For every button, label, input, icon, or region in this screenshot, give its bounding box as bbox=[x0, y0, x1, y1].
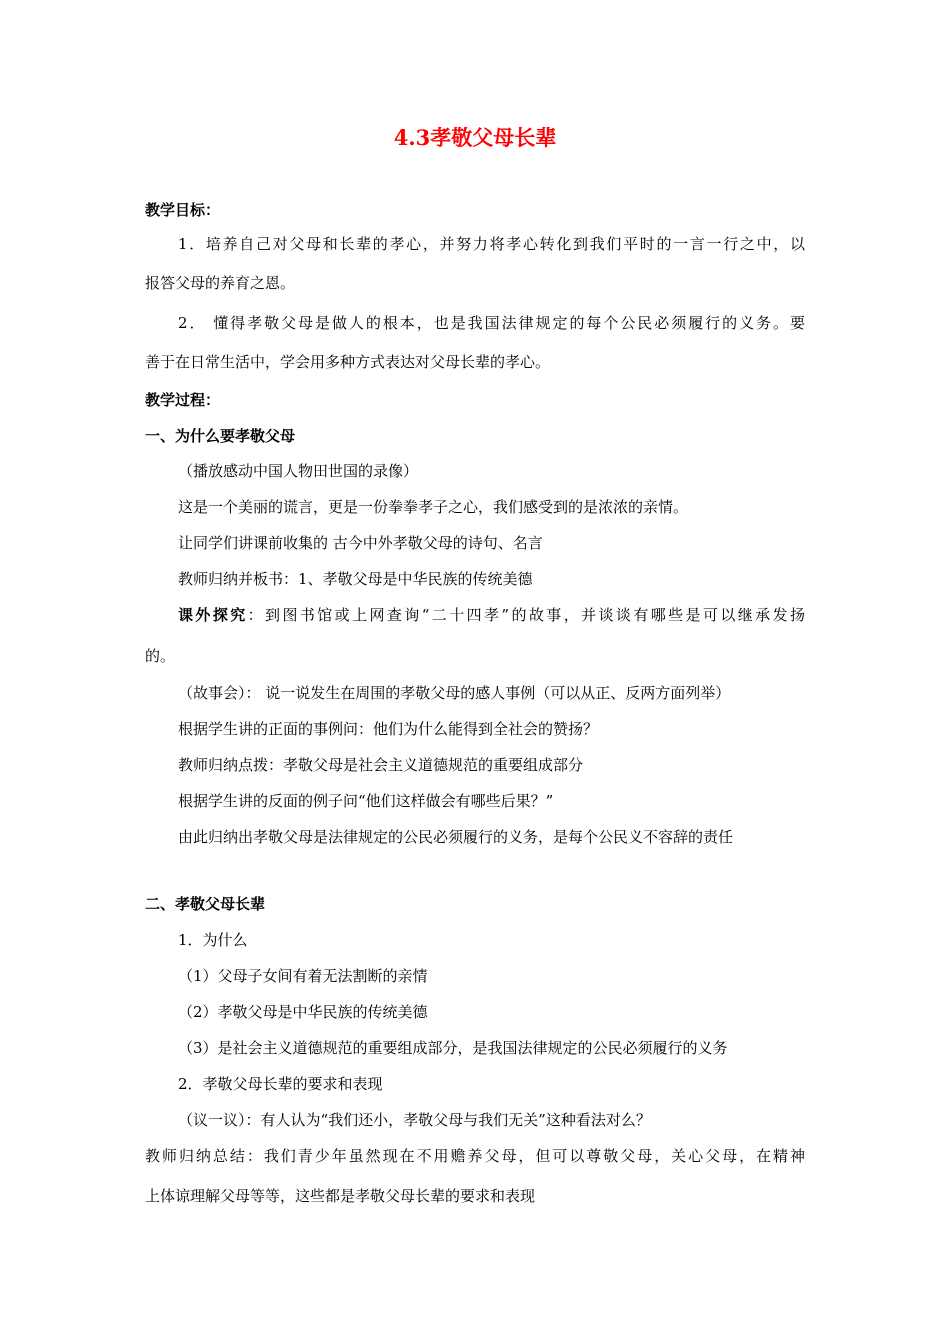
s2-paragraph-5: 2．孝敬父母长辈的要求和表现 bbox=[178, 1075, 383, 1093]
s2-paragraph-7-line-2: 上体谅理解父母等等，这些都是孝敬父母长辈的要求和表现 bbox=[145, 1187, 536, 1205]
goal-1-line-1: 1．培养自己对父母和长辈的孝心，并努力将孝心转化到我们平时的一言一行之中，以 bbox=[178, 235, 805, 253]
s1-paragraph-2: 这是一个美丽的谎言，更是一份拳拳孝子之心，我们感受到的是浓浓的亲情。 bbox=[178, 498, 689, 516]
goal-2-line-2: 善于在日常生活中，学会用多种方式表达对父母长辈的孝心。 bbox=[145, 353, 551, 371]
goal-1-line-2: 报答父母的养育之恩。 bbox=[145, 274, 296, 292]
s1-paragraph-9: 根据学生讲的反面的例子问“他们这样做会有哪些后果？” bbox=[178, 792, 554, 810]
process-heading: 教学过程： bbox=[145, 391, 221, 409]
s1-paragraph-1: （播放感动中国人物田世国的录像） bbox=[178, 462, 419, 480]
s2-paragraph-1: 1．为什么 bbox=[178, 931, 248, 949]
extracurricular-text: ：到图书馆或上网查询“二十四孝”的故事，并谈谈有哪些是可以继承发扬 bbox=[247, 606, 805, 624]
s2-paragraph-2: （1）父母子女间有着无法割断的亲情 bbox=[178, 967, 428, 985]
s1-paragraph-3: 让同学们讲课前收集的 古今中外孝敬父母的诗句、名言 bbox=[178, 534, 543, 552]
s2-paragraph-7-line-1: 教师归纳总结：我们青少年虽然现在不用赡养父母，但可以尊敬父母，关心父母，在精神 bbox=[145, 1147, 805, 1165]
extracurricular-label: 课外探究 bbox=[178, 606, 248, 624]
s1-paragraph-4: 教师归纳并板书：1、孝敬父母是中华民族的传统美德 bbox=[178, 570, 533, 588]
goal-2-line-1: 2． 懂得孝敬父母是做人的根本，也是我国法律规定的每个公民必须履行的义务。要 bbox=[178, 314, 805, 332]
s1-paragraph-5-line-2: 的。 bbox=[145, 647, 176, 665]
s1-paragraph-5 bbox=[178, 605, 805, 625]
s2-paragraph-3: （2）孝敬父母是中华民族的传统美德 bbox=[178, 1003, 428, 1021]
goals-heading: 教学目标： bbox=[145, 201, 221, 219]
s2-paragraph-4: （3）是社会主义道德规范的重要组成部分，是我国法律规定的公民必须履行的义务 bbox=[178, 1039, 728, 1057]
document-title: 4.3孝敬父母长辈 bbox=[393, 125, 557, 150]
section-2-heading: 二、孝敬父母长辈 bbox=[145, 895, 266, 913]
s1-paragraph-7: 根据学生讲的正面的事例问：他们为什么能得到全社会的赞扬？ bbox=[178, 720, 599, 738]
s2-paragraph-6: （议一议）：有人认为“我们还小，孝敬父母与我们无关”这种看法对么？ bbox=[178, 1111, 651, 1129]
s1-paragraph-10: 由此归纳出孝敬父母是法律规定的公民必须履行的义务，是每个公民义不容辞的责任 bbox=[178, 828, 734, 846]
s1-paragraph-8: 教师归纳点拨：孝敬父母是社会主义道德规范的重要组成部分 bbox=[178, 756, 584, 774]
section-1-heading: 一、为什么要孝敬父母 bbox=[145, 427, 296, 445]
s1-paragraph-6: （故事会）： 说一说发生在周围的孝敬父母的感人事例（可以从正、反两方面列举） bbox=[178, 684, 731, 702]
